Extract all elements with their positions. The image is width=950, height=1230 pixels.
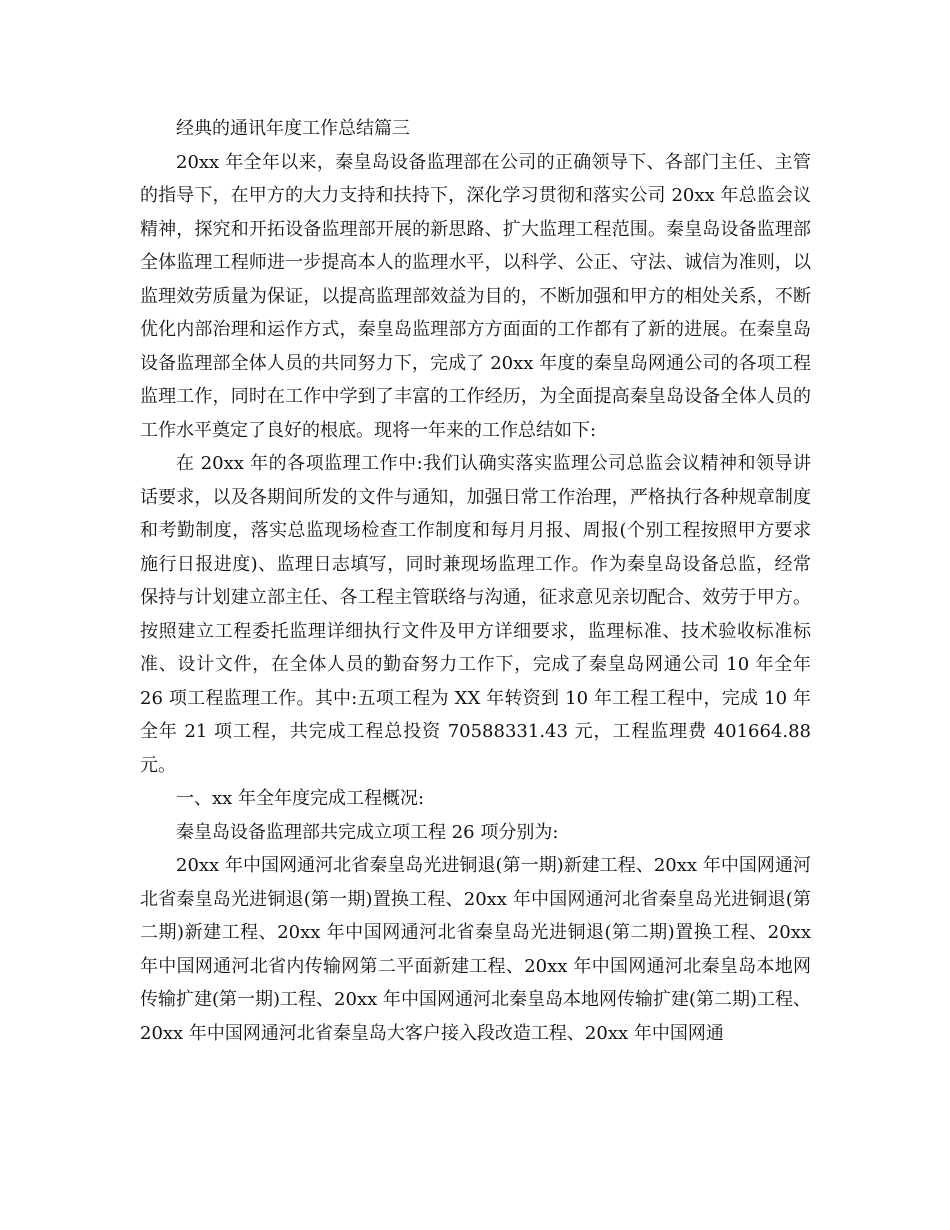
document-body bbox=[140, 112, 811, 1050]
section-heading: 一、xx 年全年度完成工程概况: bbox=[176, 788, 425, 809]
paragraph-3: 秦皇岛设备监理部共完成立项工程 26 项分别为: bbox=[176, 821, 559, 843]
paragraph-2: 在 20xx 年的各项监理工作中:我们认确实落实监理公司总监会议精神和领导讲话要求，以及各期间所发的文件与通知，加强日常工作治理，严格执行各种规章制度和考勤制度，落实总监现场检查工作制度和每月月报、周报(个别工程按照甲方要求施行日报进度)、监理日志填写，同时兼现场监理工作。作为秦皇岛设备总监，经常保持与计划建立部主任、各工程主管联络与沟通，征求意见亲切配合、效劳于甲方。按照建立工程委托监理详细执行文件及甲方详细要求，监理标准、技术验收标准标准、设计文件，在全体人员的勤奋努力工作下，完成了秦皇岛网通公司 10 年全年 26 项工程监理工作。其中:五项工程为 XX 年转资到 10 年工程工程中，完成 10 年全年 21 项工程，共完成工程总投资 70588331.43 元，工程监理费 401664.88 元。 bbox=[140, 453, 811, 776]
paragraph-4: 20xx 年中国网通河北省秦皇岛光进铜退(第一期)新建工程、20xx 年中国网通河北省秦皇岛光进铜退(第一期)置换工程、20xx 年中国网通河北省秦皇岛光进铜退(第二期)新建工程、20xx 年中国网通河北省秦皇岛光进铜退(第二期)置换工程、20xx 年中国网通河北省内传输网第二平面新建工程、20xx 年中国网通河北秦皇岛本地网传输扩建(第一期)工程、20xx 年中国网通河北秦皇岛本地网传输扩建(第二期)工程、20xx 年中国网通河北省秦皇岛大客户接入段改造工程、20xx 年中国网通 bbox=[140, 855, 812, 1044]
paragraph-1: 20xx 年全年以来，秦皇岛设备监理部在公司的正确领导下、各部门主任、主管的指导下，在甲方的大力支持和扶持下，深化学习贯彻和落实公司 20xx 年总监会议精神，探究和开拓设备监理部开展的新思路、扩大监理工程范围。秦皇岛设备监理部全体监理工程师进一步提高本人的监理水平，以科学、公正、守法、诚信为准则，以监理效劳质量为保证，以提高监理部效益为目的，不断加强和甲方的相处关系，不断优化内部治理和运作方式，秦皇岛监理部方方面面的工作都有了新的进展。在秦皇岛设备监理部全体人员的共同努力下，完成了 20xx 年度的秦皇岛网通公司的各项工程监理工作，同时在工作中学到了丰富的工作经历，为全面提高秦皇岛设备全体人员的工作水平奠定了良好的根底。现将一年来的工作总结如下: bbox=[140, 151, 811, 441]
document-title: 经典的通讯年度工作总结篇三 bbox=[176, 118, 410, 139]
